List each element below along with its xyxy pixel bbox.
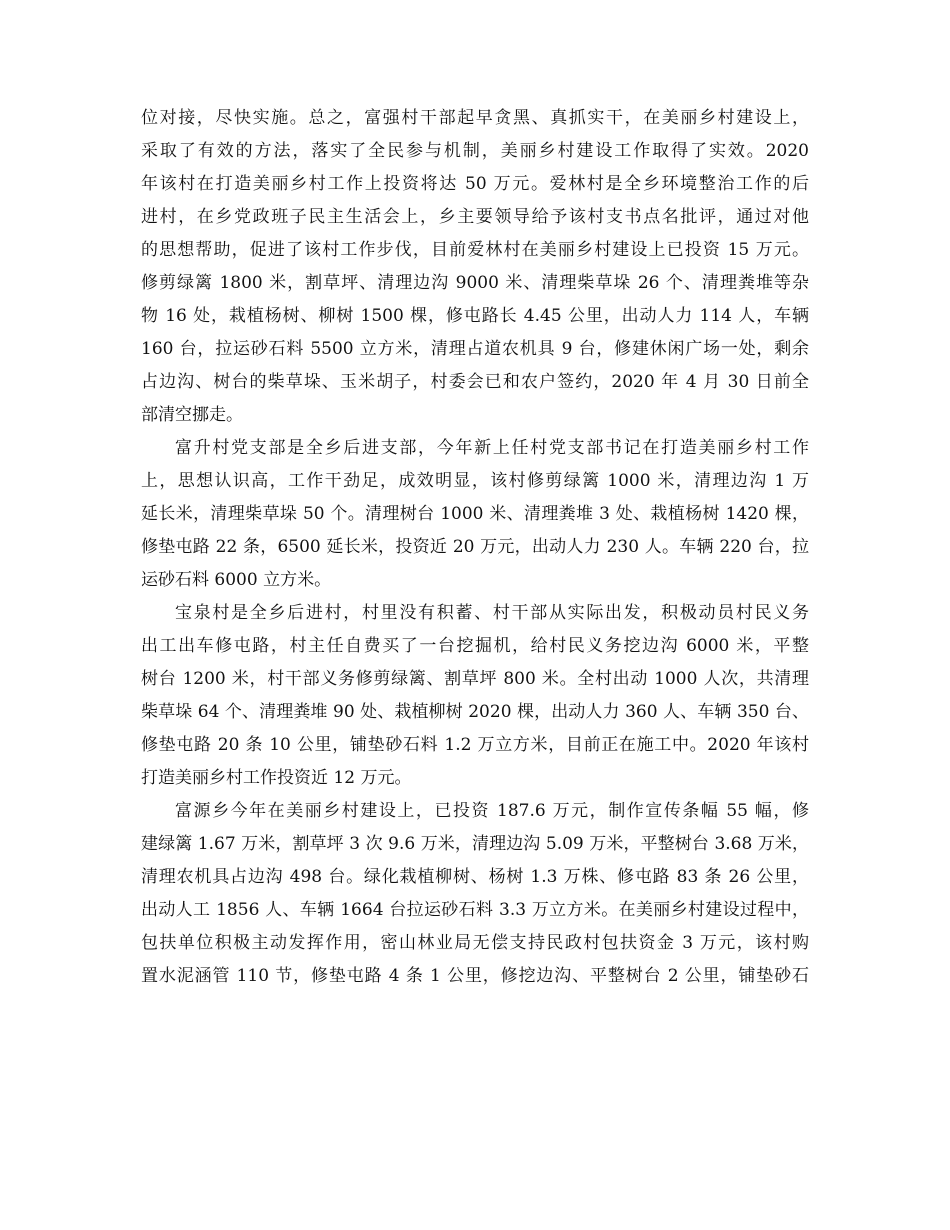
text-line: 采取了有效的方法，落实了全民参与机制，美丽乡村建设工作取得了实效。2020 (141, 141, 809, 161)
paragraph-1 (141, 102, 809, 432)
text-line: 物 16 处，栽植杨树、柳树 1500 棵，修屯路长 4.45 公里，出动人力 114 人，车辆 (141, 306, 809, 326)
paragraph-4 (141, 795, 809, 993)
text-line: 进村，在乡党政班子民主生活会上，乡主要领导给予该村支书点名批评，通过对他 (141, 207, 809, 227)
text-line: 打造美丽乡村工作投资近 12 万元。 (141, 768, 412, 788)
text-line: 富源乡今年在美丽乡村建设上，已投资 187.6 万元，制作宣传条幅 55 幅，修 (175, 801, 809, 821)
text-line: 清理农机具占边沟 498 台。绿化栽植柳树、杨树 1.3 万株、修屯路 83 条 26 公里， (141, 867, 809, 887)
text-line: 宝泉村是全乡后进村，村里没有积蓄、村干部从实际出发，积极动员村民义务 (175, 603, 809, 623)
text-line: 建绿篱 1.67 万米，割草坪 3 次 9.6 万米，清理边沟 5.09 万米，平整树台 3.68 万米， (141, 834, 809, 854)
text-line: 上，思想认识高，工作干劲足，成效明显，该村修剪绿篱 1000 米，清理边沟 1 万 (141, 471, 809, 491)
text-line: 占边沟、树台的柴草垛、玉米胡子，村委会已和农户签约，2020 年 4 月 30 日前全 (141, 372, 809, 392)
text-line: 年该村在打造美丽乡村工作上投资将达 50 万元。爱林村是全乡环境整治工作的后 (141, 174, 809, 194)
paragraph-2 (141, 432, 809, 597)
text-line: 包扶单位积极主动发挥作用，密山林业局无偿支持民政村包扶资金 3 万元，该村购 (141, 933, 809, 953)
text-line: 修剪绿篱 1800 米，割草坪、清理边沟 9000 米、清理柴草垛 26 个、清理粪堆等杂 (141, 273, 809, 293)
text-line: 修垫屯路 20 条 10 公里，铺垫砂石料 1.2 万立方米，目前正在施工中。2020 年该村 (141, 735, 809, 755)
text-line: 的思想帮助，促进了该村工作步伐，目前爱林村在美丽乡村建设上已投资 15 万元。 (141, 240, 809, 260)
text-line: 运砂石料 6000 立方米。 (141, 570, 332, 590)
text-line: 树台 1200 米，村干部义务修剪绿篱、割草坪 800 米。全村出动 1000 人次，共清理 (141, 669, 809, 689)
text-line: 部清空挪走。 (141, 405, 243, 425)
paragraph-3 (141, 597, 809, 795)
text-line: 延长米，清理柴草垛 50 个。清理树台 1000 米、清理粪堆 3 处、栽植杨树 1420 棵， (141, 504, 809, 524)
text-line: 修垫屯路 22 条，6500 延长米，投资近 20 万元，出动人力 230 人。车辆 220 台，拉 (141, 537, 809, 557)
text-line: 出动人工 1856 人、车辆 1664 台拉运砂石料 3.3 万立方米。在美丽乡村建设过程中， (141, 900, 809, 920)
text-line: 柴草垛 64 个、清理粪堆 90 处、栽植柳树 2020 棵，出动人力 360 人、车辆 350 台、 (141, 702, 809, 722)
text-line: 位对接，尽快实施。总之，富强村干部起早贪黑、真抓实干，在美丽乡村建设上， (141, 108, 809, 128)
text-line: 富升村党支部是全乡后进支部，今年新上任村党支部书记在打造美丽乡村工作 (175, 438, 809, 458)
text-line: 出工出车修屯路，村主任自费买了一台挖掘机，给村民义务挖边沟 6000 米，平整 (141, 636, 809, 656)
text-line: 置水泥涵管 110 节，修垫屯路 4 条 1 公里，修挖边沟、平整树台 2 公里，铺垫砂石 (141, 966, 809, 986)
document-page (141, 102, 809, 993)
text-line: 160 台，拉运砂石料 5500 立方米，清理占道农机具 9 台，修建休闲广场一处，剩余 (141, 339, 809, 359)
